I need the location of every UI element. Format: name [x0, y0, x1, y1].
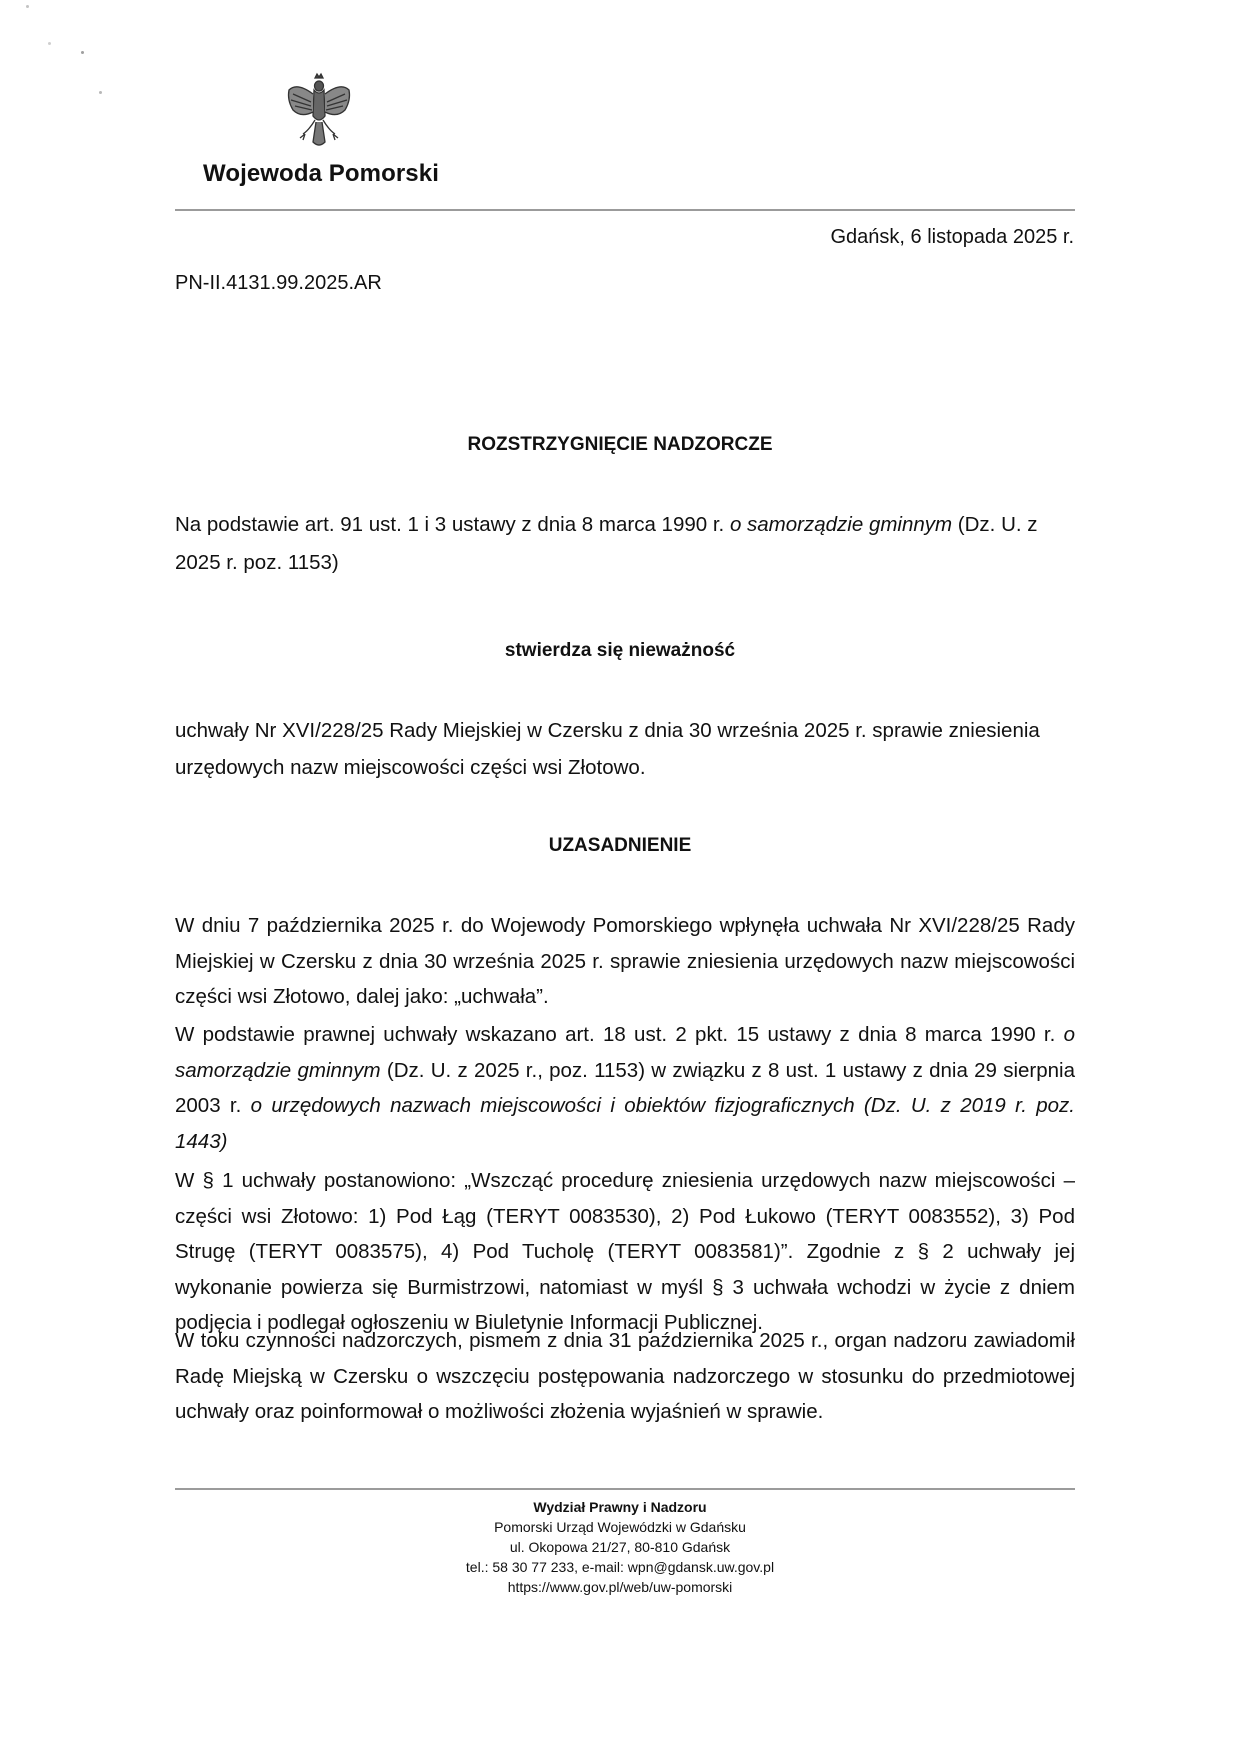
place-and-date: Gdańsk, 6 listopada 2025 r.	[830, 226, 1074, 248]
scan-speck	[81, 51, 84, 54]
paragraph-text: W § 1 uchwały postanowiono: „Wszcząć procedurę zniesienia urzędowych nazw miejscowości – części wsi Złotowo: 1) Pod Łąg (TERYT 0083530), 2) Pod Łukowo (TERYT 0083552), 3) Pod Strugę (TERYT 0083575), 4) Pod Tucholę (TERYT 0083581)”. Zgodnie z § 2 uchwały jej wykonanie powierza się Burmistrzowi, natomiast w myśl § 3 uchwała wchodzi w życie z dniem podjęcia i podlegał ogłoszeniu w Biuletynie Informacji Publicznej.	[175, 1169, 1075, 1334]
scan-speck	[48, 42, 51, 45]
footer-divider	[175, 1488, 1075, 1490]
header-divider	[175, 209, 1075, 211]
footer	[0, 1497, 1240, 1597]
footer-department: Wydział Prawny i Nadzoru	[533, 1499, 707, 1515]
act-title: o samorządzie gminnym	[729, 513, 953, 536]
document-title: ROZSTRZYGNIĘCIE NADZORCZE	[467, 434, 773, 455]
legal-basis-text: Na podstawie art. 91 ust. 1 i 3 ustawy z dnia 8 marca 1990 r.	[175, 513, 730, 536]
legal-basis-citation: (Dz. U. z 2025 r. poz. 1153)	[175, 513, 1038, 574]
decision-heading: stwierdza się nieważność	[504, 640, 736, 661]
act-title: o samorządzie gminnym	[175, 1023, 1075, 1082]
paragraph-text: W podstawie prawnej uchwały wskazano art. 18 ust. 2 pkt. 15 ustawy z dnia 8 marca 1990 r.	[175, 1023, 1064, 1046]
paragraph-text: W toku czynności nadzorczych, pismem z dnia 31 października 2025 r., organ nadzoru zawiadomił Radę Miejską w Czersku o wszczęciu postępowania nadzorczego w stosunku do przedmiotowej uchwały oraz poinformował o możliwości złożenia wyjaśnień w sprawie.	[175, 1329, 1075, 1423]
issuer-name: Wojewoda Pomorski	[203, 160, 439, 187]
justification-paragraph-1	[175, 908, 1075, 1015]
justification-paragraph-2	[175, 1017, 1075, 1159]
scan-speck	[26, 5, 29, 8]
case-signature: PN-II.4131.99.2025.AR	[175, 272, 382, 294]
justification-heading: UZASADNIENIE	[548, 835, 692, 856]
scan-speck	[99, 91, 102, 94]
justification-paragraph-4	[175, 1323, 1075, 1430]
footer-contact: tel.: 58 30 77 233, e-mail: wpn@gdansk.uw.gov.pl	[465, 1559, 775, 1575]
paragraph-text: W dniu 7 października 2025 r. do Wojewody Pomorskiego wpłynęła uchwała Nr XVI/228/25 Rady Miejskiej w Czersku z dnia 30 września 2025 r. sprawie zniesienia urzędowych nazw miejscowości części wsi Złotowo, dalej jako: „uchwała”.	[175, 914, 1075, 1008]
footer-address: ul. Okopowa 21/27, 80-810 Gdańsk	[509, 1539, 731, 1555]
footer-office: Pomorski Urząd Wojewódzki w Gdańsku	[494, 1519, 746, 1535]
polish-eagle-emblem-icon	[283, 72, 355, 152]
act-title: o urzędowych nazwach miejscowości i obiektów fizjograficznych (Dz. U. z 2019 r. poz. 1443)	[175, 1094, 1075, 1153]
footer-website: https://www.gov.pl/web/uw-pomorski	[507, 1579, 733, 1595]
paragraph-text: (Dz. U. z 2025 r., poz. 1153) w związku z 8 ust. 1 ustawy z dnia 29 sierpnia 2003 r.	[175, 1058, 1075, 1117]
justification-paragraph-3	[175, 1163, 1075, 1341]
decision-paragraph: uchwały Nr XVI/228/25 Rady Miejskiej w Czersku z dnia 30 września 2025 r. sprawie zniesienia urzędowych nazw miejscowości części wsi Złotowo.	[175, 719, 1040, 779]
legal-basis-paragraph	[175, 506, 1075, 582]
